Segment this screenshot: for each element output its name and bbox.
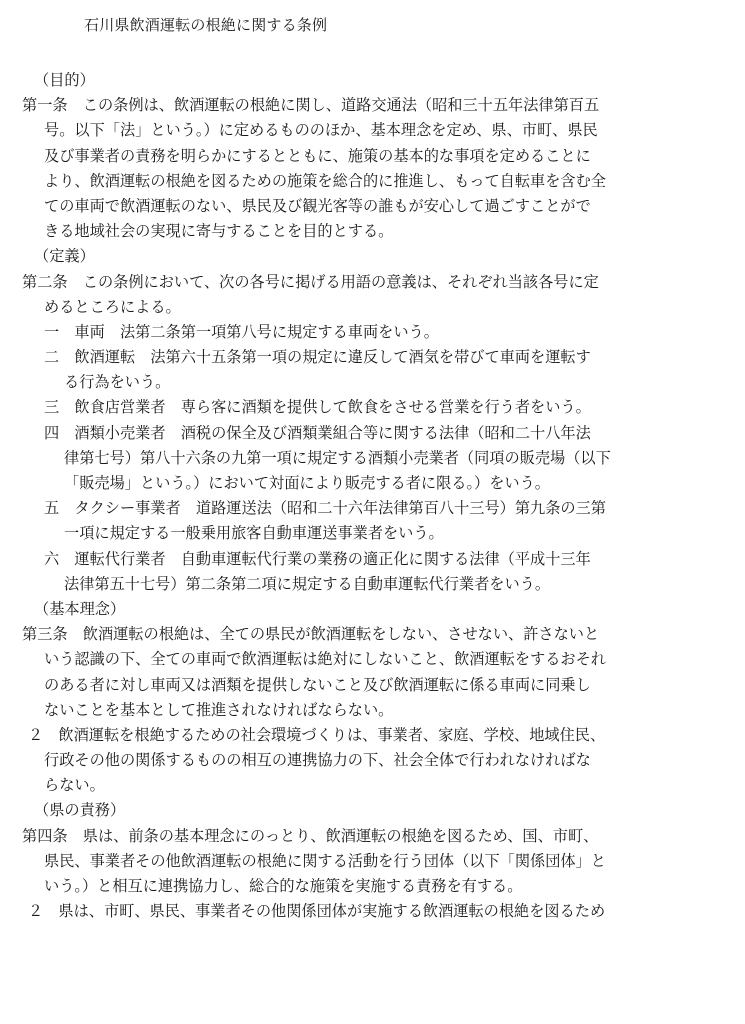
paragraph-line: ２ 飲酒運転を根絶するための社会環境づくりは、事業者、家庭、学校、地域住民、 (28, 725, 606, 744)
text-line: いう認識の下、全ての車両で飲酒運転は絶対にしないこと、飲酒運転をするおそれ (44, 650, 606, 669)
document-title: 石川県飲酒運転の根絶に関する条例 (84, 16, 328, 34)
list-item: 四 酒類小売業者 酒税の保全及び酒類業組合等に関する法律（昭和二十八年法 (44, 423, 591, 442)
document-body (22, 68, 722, 924)
list-item-continuation: る行為をいう。 (64, 373, 171, 392)
list-item-continuation: 「販売場」という。）において対面により販売する者に限る。）をいう。 (64, 474, 550, 492)
article-heading-line: 第一条 この条例は、飲酒運転の根絶に関し、道路交通法（昭和三十五年法律第百五 (22, 96, 600, 115)
list-item: 三 飲食店営業者 専ら客に酒類を提供して飲食をさせる営業を行う者をいう。 (44, 398, 591, 417)
list-item-continuation: 一項に規定する一般乗用旅客自動車運送事業者をいう。 (64, 524, 444, 543)
text-line: めるところによる。 (44, 297, 181, 316)
text-line: 及び事業者の責務を明らかにするとともに、施策の基本的な事項を定めることに (44, 146, 591, 165)
text-line: いう。）と相互に連携協力し、総合的な施策を実施する責務を有する。 (44, 877, 523, 895)
section-caption: （目的） (34, 71, 95, 89)
text-line: より、飲酒運転の根絶を図るための施策を総合的に推進し、もって自転車を含む全 (44, 171, 606, 190)
paragraph-continuation: らない。 (44, 776, 105, 795)
article-heading-line: 第三条 飲酒運転の根絶は、全ての県民が飲酒運転をしない、させない、許さないと (22, 625, 600, 644)
paragraph-continuation: 行政その他の関係するものの相互の連携協力の下、社会全体で行われなければな (44, 751, 591, 770)
article-heading-line: 第二条 この条例において、次の各号に掲げる用語の意義は、それぞれ当該各号に定 (22, 272, 599, 291)
article-heading-line: 第四条 県は、前条の基本理念にのっとり、飲酒運転の根絶を図るため、国、市町、 (22, 826, 599, 845)
text-line: ての車両で飲酒運転のない、県民及び観光客等の誰もが安心して過ごすことがで (44, 196, 591, 215)
list-item: 五 タクシー事業者 道路運送法（昭和二十六年法律第百八十三号）第九条の三第 (44, 499, 606, 518)
list-item-continuation: 法律第五十七号）第二条第二項に規定する自動車運転代行業者をいう。 (64, 574, 550, 593)
text-line: きる地域社会の実現に寄与することを目的とする。 (44, 222, 394, 241)
text-line: のある者に対し車両又は酒類を提供しないこと及び飲酒運転に係る車両に同乗し (44, 675, 591, 694)
list-item: 一 車両 法第二条第一項第八号に規定する車両をいう。 (44, 322, 439, 341)
list-item-continuation: 律第七号）第八十六条の九第一項に規定する酒類小売業者（同項の販売場（以下 (64, 448, 611, 467)
list-item: 六 運転代行業者 自動車運転代行業の業務の適正化に関する法律（平成十三年 (44, 549, 591, 568)
paragraph-line: ２ 県は、市町、県民、事業者その他関係団体が実施する飲酒運転の根絶を図るため (28, 902, 606, 921)
list-item: 二 飲酒運転 法第六十五条第一項の規定に違反して酒気を帯びて車両を運転す (44, 348, 591, 367)
text-line: 県民、事業者その他飲酒運転の根絶に関する活動を行う団体（以下「関係団体」と (44, 851, 606, 870)
section-caption: （定義） (34, 247, 95, 266)
section-caption: （基本理念） (34, 599, 126, 618)
text-line: ないことを基本として推進されなければならない。 (44, 700, 394, 719)
section-caption: （県の責務） (34, 801, 126, 820)
text-line: 号。以下「法」という。）に定めるもののほか、基本理念を定め、県、市町、県民 (44, 121, 598, 140)
